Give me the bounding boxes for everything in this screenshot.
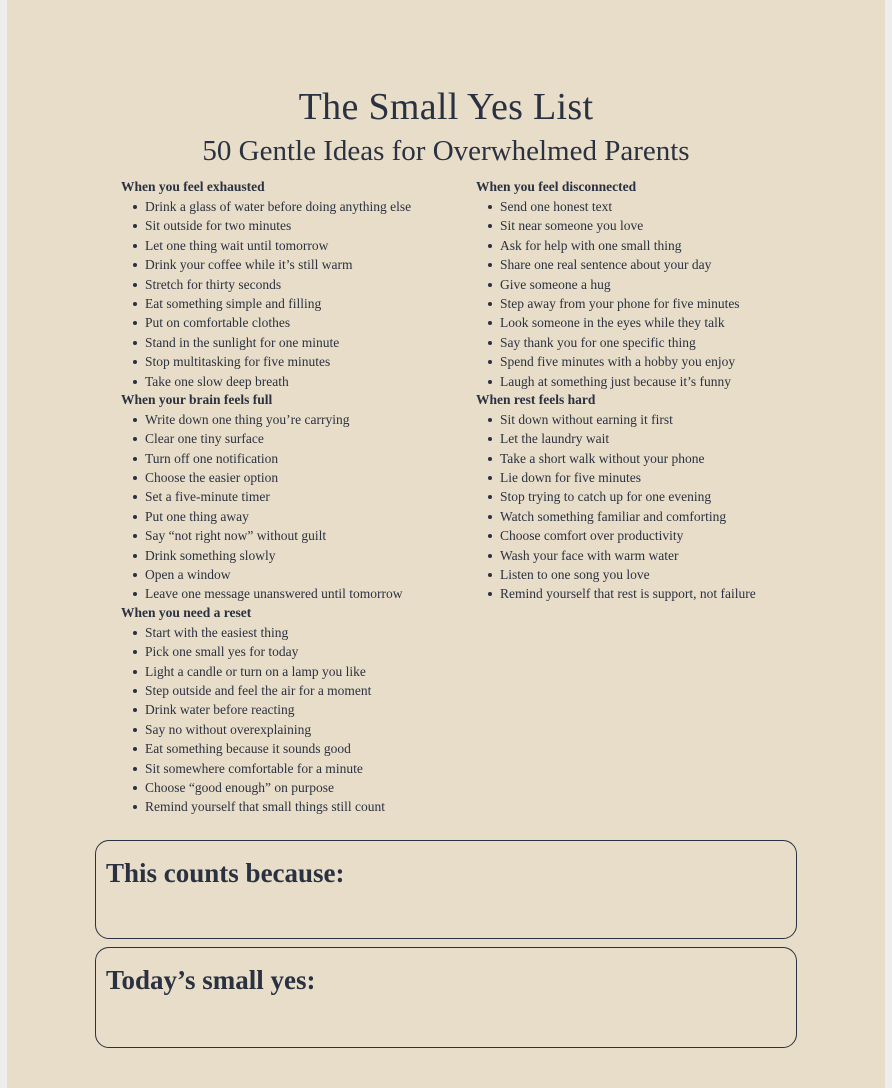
document-subtitle: 50 Gentle Ideas for Overwhelmed Parents [202, 135, 690, 167]
counts-because-box[interactable] [95, 840, 797, 939]
document-page [7, 0, 885, 1088]
list-item: Light a candle or turn on a lamp you like [145, 662, 461, 681]
list-item: Choose comfort over productivity [500, 526, 816, 545]
section-heading: When you need a reset [121, 604, 252, 620]
counts-because-label: This counts because: [106, 858, 345, 888]
list-item: Choose “good enough” on purpose [145, 778, 461, 797]
list-item: Leave one message unanswered until tomorrow [145, 584, 461, 603]
list-item: Stop multitasking for five minutes [145, 352, 461, 371]
list-section [121, 604, 461, 817]
list-item: Stop trying to catch up for one evening [500, 487, 816, 506]
list-section [476, 391, 816, 604]
list-item: Stand in the sunlight for one minute [145, 333, 461, 352]
right-column [476, 178, 816, 604]
list-section [121, 178, 461, 391]
section-heading: When you feel disconnected [476, 179, 637, 194]
list-item: Wash your face with warm water [500, 546, 816, 565]
list-item: Look someone in the eyes while they talk [500, 313, 816, 332]
list-item: Say thank you for one specific thing [500, 333, 816, 352]
list-item: Step outside and feel the air for a moment [145, 681, 461, 700]
list-item: Put one thing away [145, 507, 461, 526]
list-item: Give someone a hug [500, 275, 816, 294]
list-item: Step away from your phone for five minutes [500, 294, 816, 313]
list-item: Listen to one song you love [500, 565, 816, 584]
list-item: Sit near someone you love [500, 216, 816, 235]
list-item: Spend five minutes with a hobby you enjoy [500, 352, 816, 371]
list-item: Sit outside for two minutes [145, 216, 461, 235]
bullet-list [476, 197, 816, 391]
list-item: Drink your coffee while it’s still warm [145, 255, 461, 274]
list-item: Drink something slowly [145, 546, 461, 565]
list-item: Watch something familiar and comforting [500, 507, 816, 526]
bullet-list [121, 197, 461, 391]
list-item: Eat something simple and filling [145, 294, 461, 313]
bullet-list [476, 410, 816, 604]
list-item: Start with the easiest thing [145, 623, 461, 642]
left-column [121, 178, 461, 817]
list-item: Drink a glass of water before doing anything else [145, 197, 461, 216]
document-title: The Small Yes List [298, 86, 594, 128]
section-heading: When rest feels hard [476, 391, 596, 407]
list-item: Remind yourself that small things still count [145, 797, 461, 816]
list-item: Sit somewhere comfortable for a minute [145, 759, 461, 778]
list-item: Say “not right now” without guilt [145, 526, 461, 545]
list-item: Set a five-minute timer [145, 487, 461, 506]
section-heading: When you feel exhausted [121, 179, 265, 194]
list-item: Take one slow deep breath [145, 372, 461, 391]
bullet-list [121, 623, 461, 817]
bullet-list [121, 410, 461, 604]
todays-small-yes-box[interactable] [95, 947, 797, 1048]
list-section [121, 391, 461, 604]
list-item: Choose the easier option [145, 468, 461, 487]
todays-small-yes-label: Today’s small yes: [106, 965, 316, 995]
list-item: Eat something because it sounds good [145, 739, 461, 758]
list-item: Sit down without earning it first [500, 410, 816, 429]
list-item: Take a short walk without your phone [500, 449, 816, 468]
list-item: Share one real sentence about your day [500, 255, 816, 274]
list-item: Let the laundry wait [500, 429, 816, 448]
list-item: Pick one small yes for today [145, 642, 461, 661]
list-item: Laugh at something just because it’s funny [500, 372, 816, 391]
list-item: Stretch for thirty seconds [145, 275, 461, 294]
list-item: Send one honest text [500, 197, 816, 216]
list-item: Clear one tiny surface [145, 429, 461, 448]
list-item: Lie down for five minutes [500, 468, 816, 487]
list-item: Say no without overexplaining [145, 720, 461, 739]
list-item: Let one thing wait until tomorrow [145, 236, 461, 255]
list-section [476, 178, 816, 391]
section-heading: When your brain feels full [121, 391, 273, 407]
list-item: Write down one thing you’re carrying [145, 410, 461, 429]
list-item: Open a window [145, 565, 461, 584]
list-item: Turn off one notification [145, 449, 461, 468]
list-item: Drink water before reacting [145, 700, 461, 719]
list-item: Remind yourself that rest is support, not failure [500, 584, 816, 603]
list-item: Ask for help with one small thing [500, 236, 816, 255]
list-item: Put on comfortable clothes [145, 313, 461, 332]
